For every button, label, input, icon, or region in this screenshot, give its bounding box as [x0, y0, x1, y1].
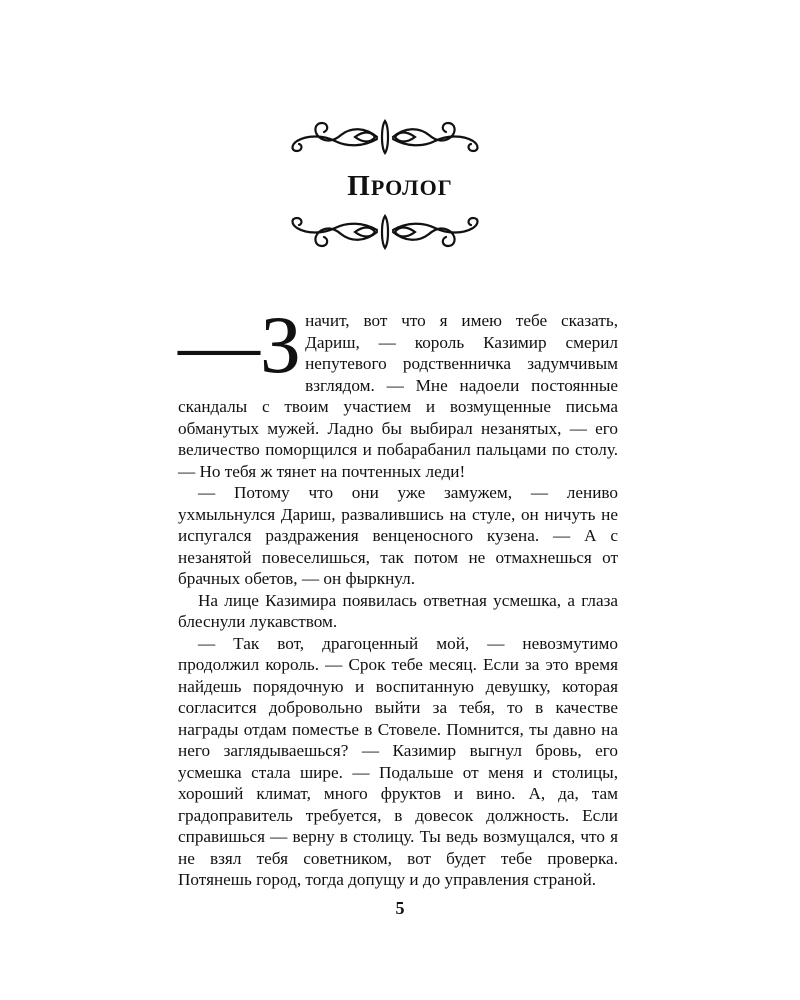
chapter-title-initial: П [347, 170, 371, 202]
prologue-text [178, 299, 618, 891]
paragraph: — Так вот, драгоценный мой, — невозмутимо продолжил король. — Срок тебе месяц. Если за это время найдешь порядочную и воспитанную девушку, которая согласится добровольно выйти за тебя, то в качестве награды отдам поместье в Стовеле. Помнится, ты давно на него заглядываешься? — Казимир выгнул бровь, его усмешка стала шире. — Подальше от меня и столицы, хороший климат, много фруктов и вино. А, да, там градоправитель требуется, в довесок должность. Если справишься — верну в столицу. Ты ведь возмущался, что я не взял тебя советником, вот будет тебе проверка. Потянешь город, тогда допущу и до управления страной. [178, 633, 618, 889]
ornament-bottom [285, 212, 485, 252]
paragraph [178, 299, 618, 482]
chapter-title-rest: РОЛОГ [370, 175, 453, 200]
drop-cap: —З [178, 299, 302, 390]
page-number: 5 [395, 898, 405, 918]
chapter-title [0, 170, 800, 203]
paragraph: На лице Казимира появилась ответная усмешка, а глаза блеснули лукавством. [178, 590, 618, 631]
ornament-top [285, 117, 485, 157]
paragraph-text: начит, вот что я имею тебе сказать, Дариш, — король Казимир смерил непутевого родственничка задумчивым взглядом. — Мне надоели постоянные скандалы с твоим участием и возмущенные письма обманутых мужей. Ладно бы выбирал незанятых, — его величество поморщился и побарабанил пальцами по столу. — Но тебя ж тянет на почтенных леди! [178, 311, 618, 481]
paragraph: — Потому что они уже замужем, — лениво ухмыльнулся Дариш, развалившись на стуле, он ничуть не испугался раздражения венценосного кузена. — А с незанятой повеселишься, так потом не отмахнешься от брачных обетов, — он фыркнул. [178, 483, 618, 588]
